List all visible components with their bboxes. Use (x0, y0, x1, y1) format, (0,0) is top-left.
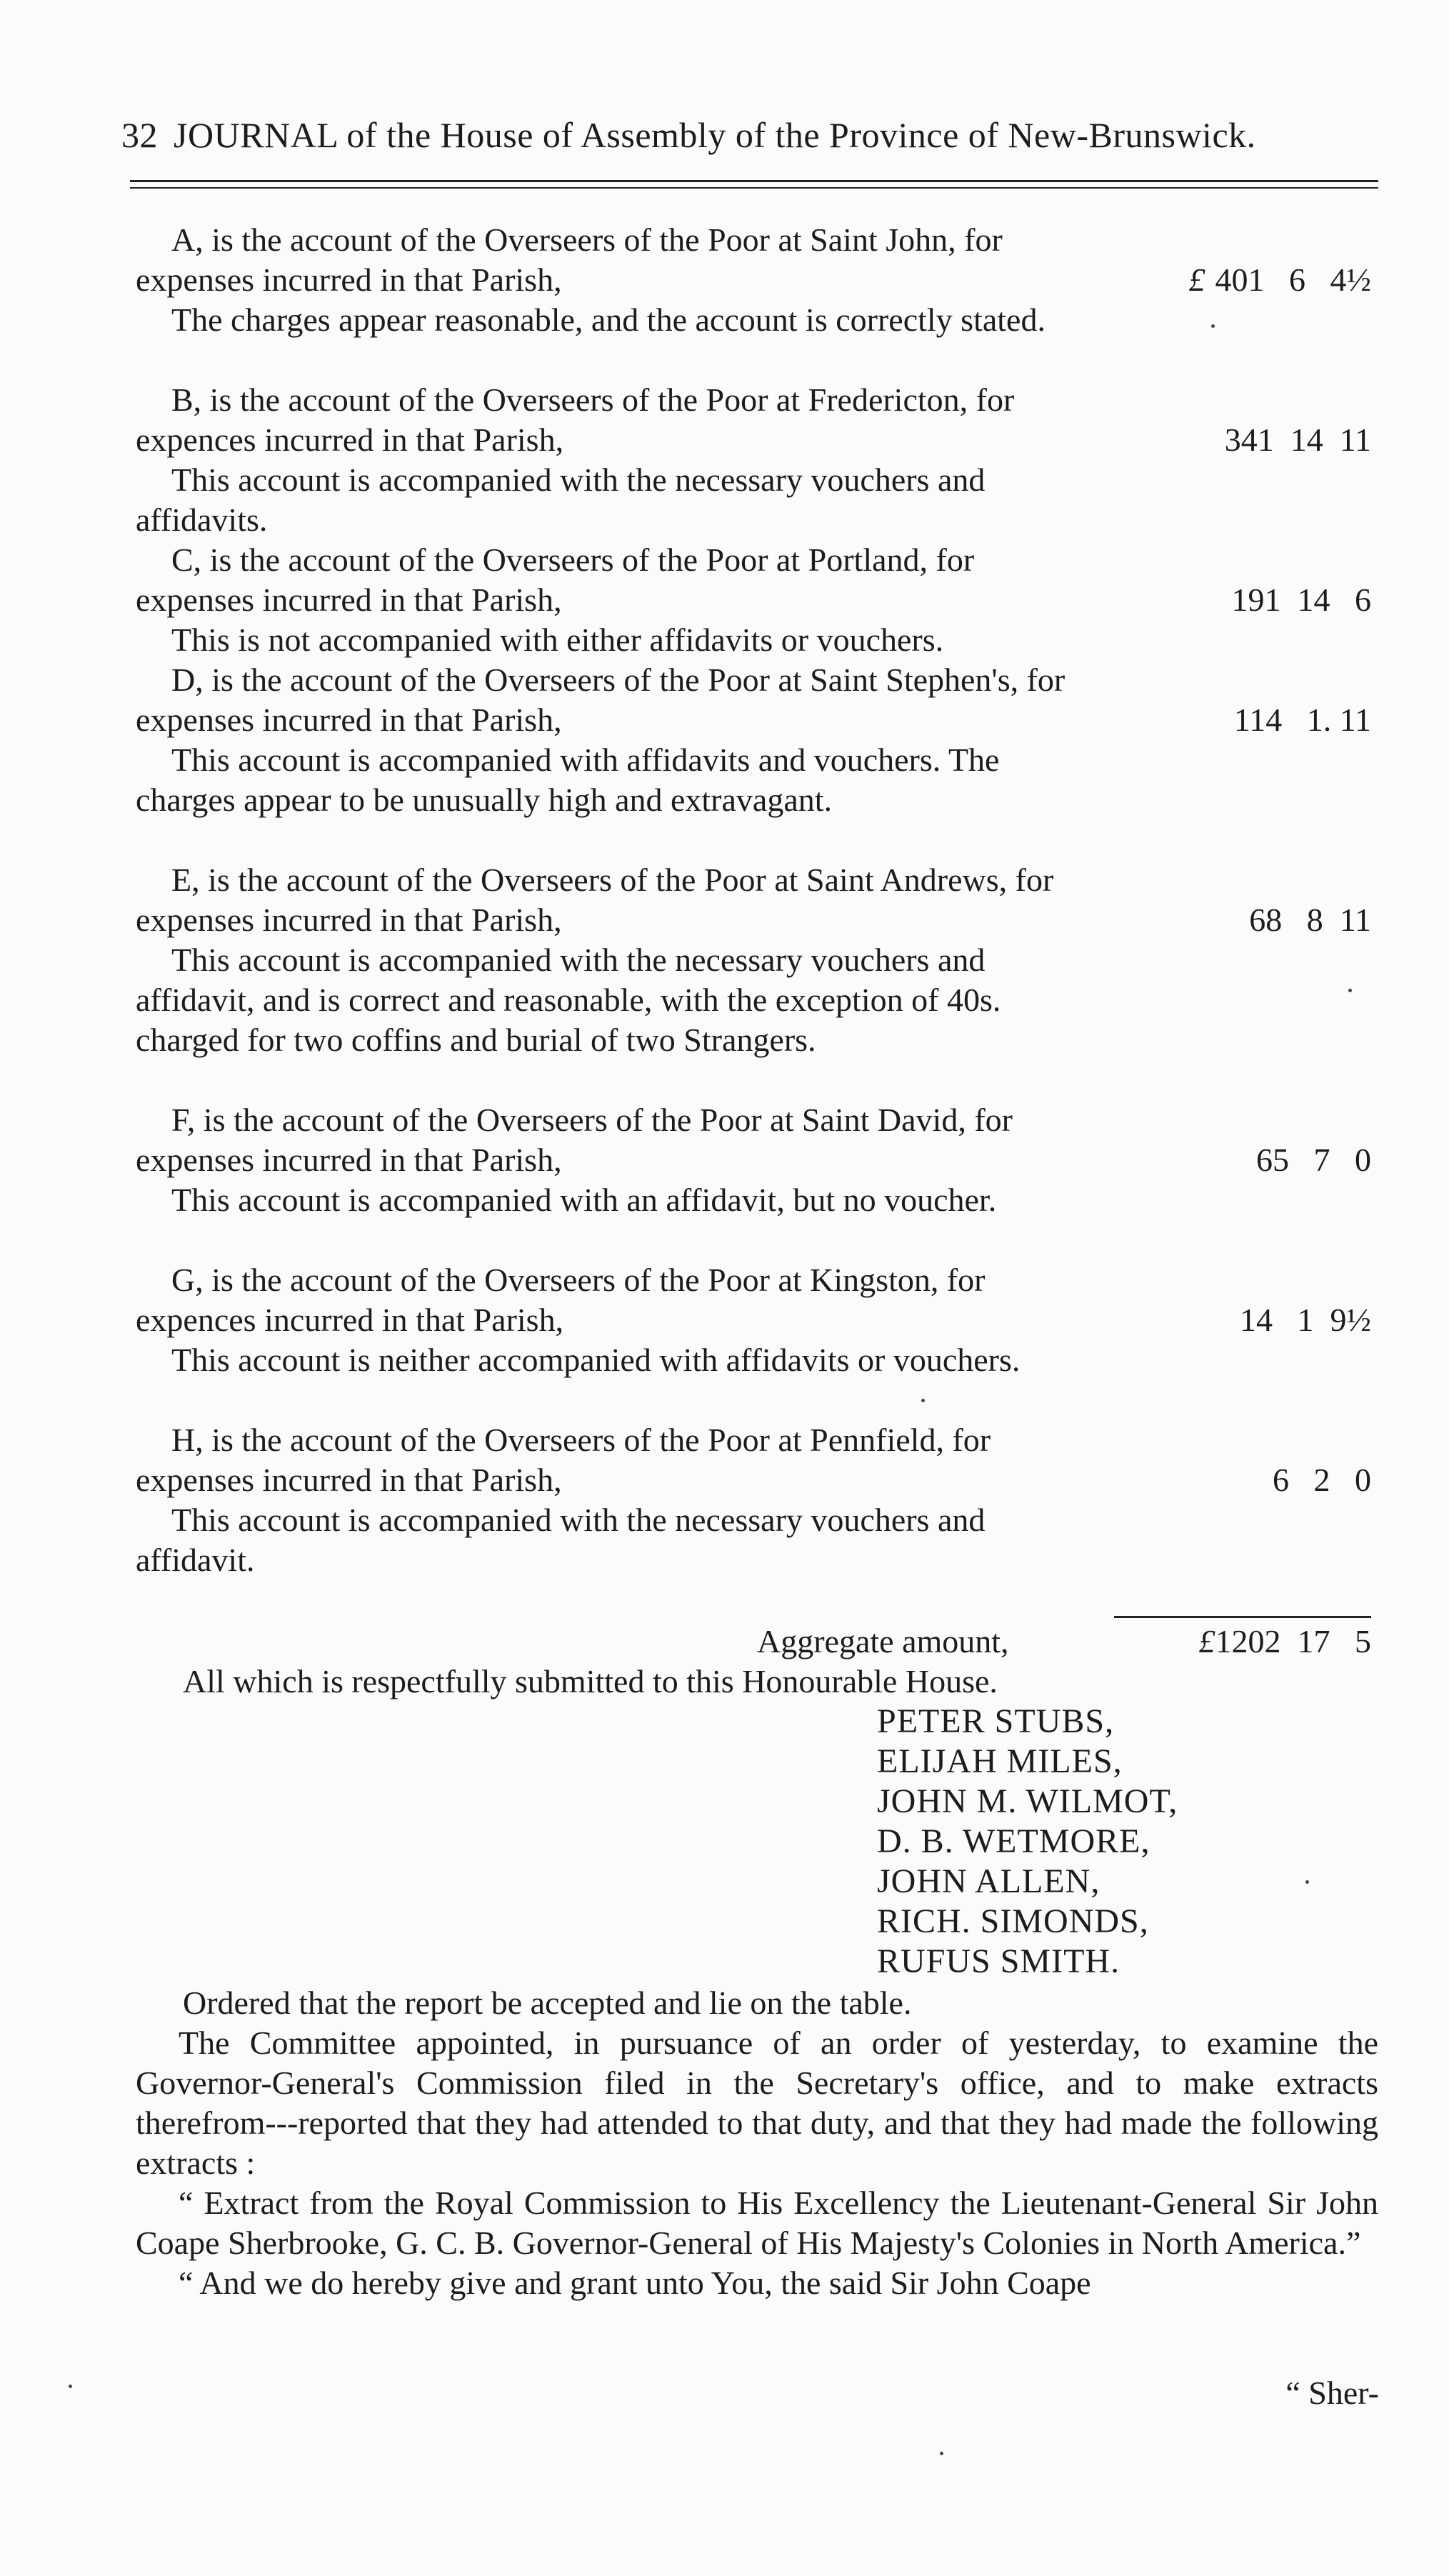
pence: 0 (1355, 1142, 1371, 1178)
shillings: 2 (1313, 1462, 1330, 1498)
shillings: 8 (1306, 902, 1323, 938)
scan-speck (69, 2385, 72, 2388)
aggregate-label: Aggregate amount, (757, 1623, 1009, 1659)
pounds: 1202 (1215, 1623, 1281, 1659)
shillings: 7 (1313, 1142, 1330, 1178)
scan-speck (1305, 1880, 1309, 1884)
account-g-note: This account is neither accompanied with affidavits or vouchers. (171, 1342, 1021, 1378)
signatory: JOHN M. WILMOT, (877, 1782, 1178, 1820)
account-f-note: This account is accompanied with an affidavit, but no voucher. (171, 1182, 997, 1218)
account-h-amount (1100, 1460, 1371, 1500)
signatory: PETER STUBS, (877, 1702, 1115, 1740)
pence: 11 (1339, 902, 1371, 938)
shillings: 14 (1290, 421, 1323, 458)
committee-report (136, 2023, 1378, 2303)
pounds: 114 (1233, 702, 1283, 738)
pounds: 191 (1231, 581, 1281, 618)
account-a-amount (1100, 260, 1371, 300)
committee-paragraph: The Committee appointed, in pursuance of an order of yesterday, to examine the Governor-General's Commission filed in the Secretary's office, and to make extracts therefrom---reported that they had attended to that duty, and that they had made the following extracts : (136, 2025, 1378, 2181)
account-a-description: A, is the account of the Overseers of the Poor at Saint John, for expenses incurred in that Parish, (136, 221, 1003, 298)
account-d-note: This account is accompanied with affidavits and vouchers. The charges appear to be unusually high and extravagant. (136, 742, 1000, 818)
account-f-description: F, is the account of the Overseers of the Poor at Saint David, for expenses incurred in that Parish, (136, 1102, 1013, 1178)
submitted-line: All which is respectfully submitted to this Honourable House. (183, 1663, 998, 1699)
scan-speck (1211, 324, 1215, 328)
account-c (136, 540, 1093, 660)
account-b-note: This account is accompanied with the necessary vouchers and affidavits. (136, 461, 986, 538)
account-g (136, 1260, 1093, 1380)
account-a-note: The charges appear reasonable, and the account is correctly stated. (171, 301, 1046, 338)
signatory: JOHN ALLEN, (877, 1862, 1100, 1900)
pence: 6 (1355, 581, 1371, 618)
page-number: 32 (121, 115, 158, 155)
account-c-description: C, is the account of the Overseers of the Poor at Portland, for expenses incurred in that Parish, (136, 541, 975, 618)
signatory: D. B. WETMORE, (877, 1822, 1150, 1860)
pounds: 341 (1224, 421, 1274, 458)
account-e-note: This account is accompanied with the necessary vouchers and affidavit, and is correct and reasonable, with the exception of 40s. charged for two coffins and burial of two Strangers. (136, 942, 1001, 1058)
account-c-note: This is not accompanied with either affidavits or vouchers. (171, 621, 944, 658)
account-b-amount (1100, 420, 1371, 460)
account-d (136, 660, 1093, 820)
scan-speck (921, 1399, 925, 1402)
pence: 9½ (1330, 1302, 1371, 1338)
account-g-amount (1100, 1300, 1371, 1340)
pounds: 65 (1256, 1142, 1289, 1178)
catchword: “ Sher- (1285, 2375, 1379, 2411)
pounds: 14 (1240, 1302, 1273, 1338)
pence: 11 (1339, 421, 1371, 458)
sum-rule (1114, 1616, 1371, 1618)
grant-text: “ And we do hereby give and grant unto You, the said Sir John Coape (179, 2265, 1091, 2301)
page-title: JOURNAL of the House of Assembly of the Province of New-Brunswick. (174, 115, 1256, 155)
header-rule-thin (130, 187, 1378, 189)
currency-symbol: £ (1188, 261, 1205, 298)
account-f-amount (1100, 1140, 1371, 1180)
pounds: 6 (1273, 1462, 1289, 1498)
account-d-description: D, is the account of the Overseers of the Poor at Saint Stephen's, for expenses incurred in that Parish, (136, 662, 1066, 738)
currency-symbol: £ (1198, 1623, 1215, 1659)
account-d-amount: 114 1. 11 (1233, 702, 1371, 738)
account-h-description: H, is the account of the Overseers of the Poor at Pennfield, for expenses incurred in that Parish, (136, 1422, 991, 1498)
account-c-amount (1100, 580, 1371, 620)
pence: 0 (1355, 1462, 1371, 1498)
account-e (136, 860, 1093, 1060)
aggregate-amount (1199, 1622, 1372, 1662)
signatory: ELIJAH MILES, (877, 1742, 1123, 1780)
account-g-description: G, is the account of the Overseers of the Poor at Kingston, for expences incurred in that Parish, (136, 1262, 986, 1338)
shillings: 6 (1289, 261, 1305, 298)
account-b (136, 380, 1093, 540)
account-b-description: B, is the account of the Overseers of the Poor at Fredericton, for expences incurred in that Parish, (136, 381, 1015, 458)
pence: 5 (1355, 1623, 1371, 1659)
scan-speck (940, 2452, 943, 2455)
scan-speck (1348, 989, 1352, 992)
account-a (136, 220, 1093, 340)
signatory: RUFUS SMITH. (877, 1942, 1120, 1980)
pence: 4½ (1330, 261, 1371, 298)
shillings: 14 (1297, 581, 1330, 618)
shillings: 17 (1297, 1623, 1330, 1659)
ordered-line: Ordered that the report be accepted and lie on the table. (183, 1985, 912, 2021)
account-e-amount (1100, 900, 1371, 940)
account-f (136, 1100, 1093, 1220)
header-rule (130, 180, 1378, 182)
signatory: RICH. SIMONDS, (877, 1902, 1149, 1940)
shillings: 1 (1306, 702, 1323, 738)
account-e-description: E, is the account of the Overseers of the Poor at Saint Andrews, for expenses incurred in that Parish, (136, 862, 1054, 938)
account-h (136, 1420, 1093, 1580)
account-h-note: This account is accompanied with the necessary vouchers and affidavit. (136, 1502, 986, 1578)
pounds: 68 (1249, 902, 1283, 938)
pence: 11 (1339, 702, 1371, 738)
extract-heading: “ Extract from the Royal Commission to His Excellency the Lieutenant-General Sir John Coape Sherbrooke, G. C. B. Governor-General of His Majesty's Colonies in North America.” (136, 2185, 1378, 2261)
shillings: 1 (1297, 1302, 1314, 1338)
pounds: 401 (1215, 261, 1265, 298)
page-header (121, 114, 1378, 156)
